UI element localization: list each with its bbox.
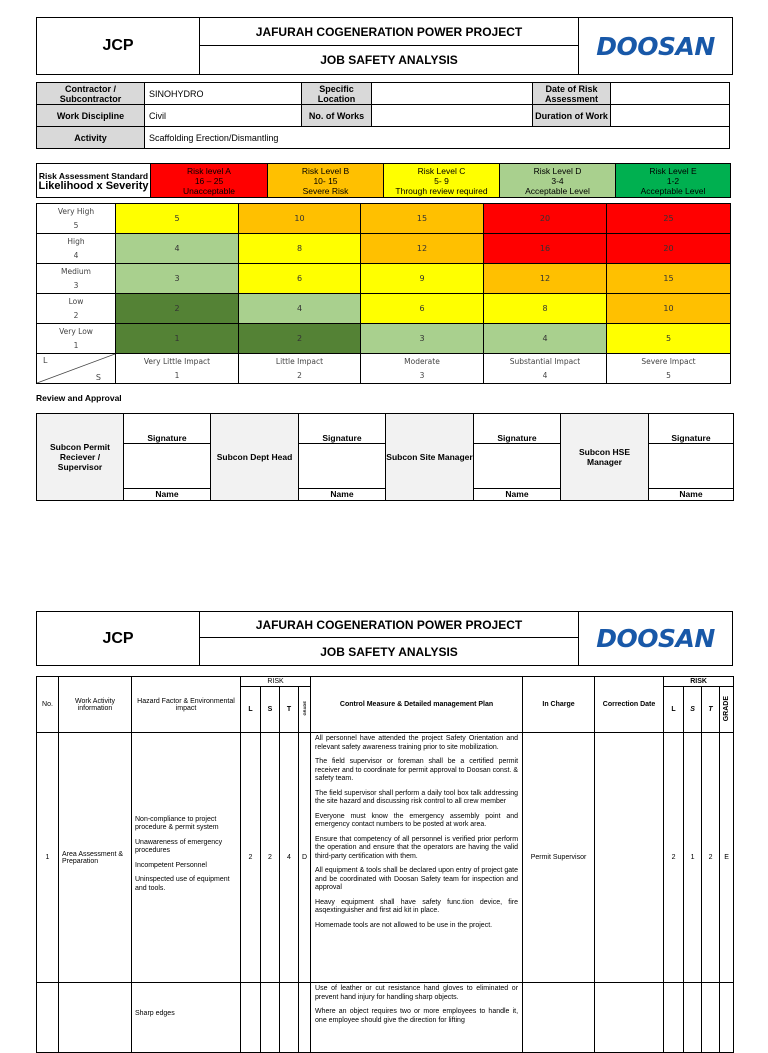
matrix-cell: 6 [239, 264, 361, 294]
matrix-cell: 15 [361, 204, 484, 234]
col-hazard: Hazard Factor & Environmental impact [132, 677, 241, 733]
risk-level-c: Risk Level C 5- 9 Through review required [384, 164, 500, 198]
col-risk-before: RISK [241, 677, 311, 687]
col-correction: Correction Date [595, 677, 664, 733]
matrix-row [37, 264, 731, 294]
activity-label: Activity [37, 127, 145, 149]
col-l: L [241, 687, 261, 733]
matrix-cell: 5 [607, 324, 731, 354]
role-site-manager: Subcon Site Manager [386, 414, 474, 501]
name-label-1: Name [124, 488, 211, 500]
matrix-cell: 4 [239, 294, 361, 324]
matrix-cell: 15 [607, 264, 731, 294]
name-label-4: Name [649, 488, 734, 500]
table-row [37, 983, 734, 1053]
matrix-cell: 12 [484, 264, 607, 294]
row2-no [37, 983, 59, 1053]
matrix-cell: 20 [607, 234, 731, 264]
severity-row [37, 354, 731, 384]
signature-table [36, 413, 734, 501]
doosan-logo [579, 18, 733, 75]
matrix-cell: 20 [484, 204, 607, 234]
row-no: 1 [37, 733, 59, 983]
col-s: S [261, 687, 280, 733]
likelihood-label: Very Low 1 [37, 324, 116, 354]
risk-level-e: Risk Level E 1-2 Acceptable Level [616, 164, 731, 198]
row-t: 4 [280, 733, 299, 983]
row-s-after: 1 [684, 733, 702, 983]
col-l-after: L [664, 687, 684, 733]
col-no: No. [37, 677, 59, 733]
severity-label: Very Little Impact 1 [116, 354, 239, 384]
project-title-2: JAFURAH COGENERATION POWER PROJECT [200, 612, 579, 638]
matrix-cell: 12 [361, 234, 484, 264]
signature-box-2[interactable] [299, 444, 386, 489]
row-correction [595, 733, 664, 983]
matrix-cell: 6 [361, 294, 484, 324]
row-s: 2 [261, 733, 280, 983]
matrix-row [37, 324, 731, 354]
risk-level-a: Risk level A 16 – 25 Unacceptable [151, 164, 268, 198]
col-risk-after: RISK [664, 677, 734, 687]
info-table [36, 82, 730, 149]
role-hse-manager: Subcon HSE Manager [561, 414, 649, 501]
row-grade: D [299, 733, 311, 983]
severity-label: Little Impact 2 [239, 354, 361, 384]
likelihood-label: Medium 3 [37, 264, 116, 294]
corner-l: L [43, 356, 48, 365]
corner-s: S [95, 373, 101, 382]
signature-label-4: Signature [649, 414, 734, 444]
severity-label: Substantial Impact 4 [484, 354, 607, 384]
project-title: JAFURAH COGENERATION POWER PROJECT [200, 18, 579, 46]
likelihood-label: Low 2 [37, 294, 116, 324]
project-short-code: JCP [37, 18, 200, 75]
col-activity: Work Activity information [59, 677, 132, 733]
col-t-after: T [702, 687, 720, 733]
row2-activity [59, 983, 132, 1053]
row-l: 2 [241, 733, 261, 983]
header-block-bottom [36, 611, 733, 666]
risk-standard [36, 163, 731, 198]
row2-controls: Use of leather or cut resistance hand gloves to eliminated or prevent hand injury for handling sharp objects. Where an object requires two or more employees to handle it, one employee should give the direction for lifting [311, 983, 523, 1053]
matrix-cell: 3 [361, 324, 484, 354]
row-incharge: Permit Supervisor [523, 733, 595, 983]
row2-hazards: Sharp edges [132, 983, 241, 1053]
logo-text-2: DOOSAN [596, 624, 715, 653]
logo-text: DOOSAN [596, 31, 715, 61]
contractor-label: Contractor / Subcontractor [37, 83, 145, 105]
matrix-cell: 2 [239, 324, 361, 354]
signature-box-4[interactable] [649, 444, 734, 489]
matrix-cell: 4 [116, 234, 239, 264]
matrix-cell: 3 [116, 264, 239, 294]
col-grade-small: GRADE [299, 687, 311, 733]
matrix-row [37, 234, 731, 264]
col-s-after: S [684, 687, 702, 733]
row-t-after: 2 [702, 733, 720, 983]
specific-location-value [372, 83, 533, 105]
severity-label: Severe Impact 5 [607, 354, 731, 384]
matrix-cell: 9 [361, 264, 484, 294]
row-activity: Area Assessment & Preparation [59, 733, 132, 983]
col-t: T [280, 687, 299, 733]
col-control: Control Measure & Detailed management Plan [311, 677, 523, 733]
jsa-table [36, 676, 734, 1053]
works-label: No. of Works [302, 105, 372, 127]
doosan-logo-2 [579, 612, 733, 666]
likelihood-label: Very High 5 [37, 204, 116, 234]
risk-matrix [36, 203, 731, 384]
document-title-2: JOB SAFETY ANALYSIS [200, 638, 579, 666]
likelihood-label: High 4 [37, 234, 116, 264]
matrix-cell: 10 [239, 204, 361, 234]
date-value [611, 83, 730, 105]
row-grade-after: E [720, 733, 734, 983]
matrix-cell: 16 [484, 234, 607, 264]
col-incharge: In Charge [523, 677, 595, 733]
matrix-cell: 1 [116, 324, 239, 354]
review-title: Review and Approval [36, 393, 122, 403]
name-label-3: Name [474, 488, 561, 500]
signature-box-1[interactable] [124, 444, 211, 489]
risk-level-b: Risk Level B 10- 15 Severe Risk [268, 164, 384, 198]
matrix-cell: 4 [484, 324, 607, 354]
severity-label: Moderate 3 [361, 354, 484, 384]
matrix-cell: 2 [116, 294, 239, 324]
col-grade-after: GRADE [720, 687, 734, 733]
date-label: Date of Risk Assessment [533, 83, 611, 105]
table-row [37, 733, 734, 983]
matrix-cell: 25 [607, 204, 731, 234]
matrix-cell: 8 [239, 234, 361, 264]
standard-label-1: Risk Assessment Standard [38, 170, 149, 181]
works-value [372, 105, 533, 127]
duration-label: Duration of Work [533, 105, 611, 127]
signature-label-1: Signature [124, 414, 211, 444]
specific-location-label: Specific Location [302, 83, 372, 105]
risk-level-d: Risk Level D 3-4 Acceptable Level [500, 164, 616, 198]
standard-label [37, 164, 151, 198]
matrix-cell: 5 [116, 204, 239, 234]
corner-diagonal [37, 354, 115, 383]
contractor-value: SINOHYDRO [145, 83, 302, 105]
row-controls: All personnel have attended the project Safety Orientation and relevant safety awareness training prior to site mobilization. The field supervisor or foreman shall be a certified permit receiver and to coordinate for permit approval to Doosan const. & safety team. The field supervisor shall perform a daily tool box talk addressing the site hazard and discussing risk control to all crew member Everyone must know the emergency assembly point and emergency contact numbers to be posted at work area. Ensure that competency of all personnel is verified prior perform the operation and ensure that the operators are having the valid third-party certification with them. All equipment & tools shall be declared upon entry of project gate and be coordinated with Doosan Safety team for inspection and approval Heavy equipment shall have safety func.tion device, fire asqextinguisher and first aid kit in place. Homemade tools are not allowed to be use in the project. [311, 733, 523, 983]
matrix-corner [37, 354, 116, 384]
matrix-row [37, 204, 731, 234]
discipline-value: Civil [145, 105, 302, 127]
signature-box-3[interactable] [474, 444, 561, 489]
project-short-code-2: JCP [37, 612, 200, 666]
activity-value: Scaffolding Erection/Dismantling [145, 127, 730, 149]
name-label-2: Name [299, 488, 386, 500]
header-block-top [36, 17, 733, 75]
role-dept-head: Subcon Dept Head [211, 414, 299, 501]
signature-label-2: Signature [299, 414, 386, 444]
row-hazards: Non-compliance to project procedure & permit system Unawareness of emergency procedures Incompetent Personnel Uninspected use of equipment and tools. [132, 733, 241, 983]
matrix-cell: 8 [484, 294, 607, 324]
signature-label-3: Signature [474, 414, 561, 444]
role-permit-receiver: Subcon Permit Reciever / Supervisor [37, 414, 124, 501]
document-title: JOB SAFETY ANALYSIS [200, 46, 579, 75]
row-l-after: 2 [664, 733, 684, 983]
matrix-row [37, 294, 731, 324]
matrix-cell: 10 [607, 294, 731, 324]
duration-value [611, 105, 730, 127]
standard-label-2: Likelihood x Severity [38, 179, 149, 192]
discipline-label: Work Discipline [37, 105, 145, 127]
